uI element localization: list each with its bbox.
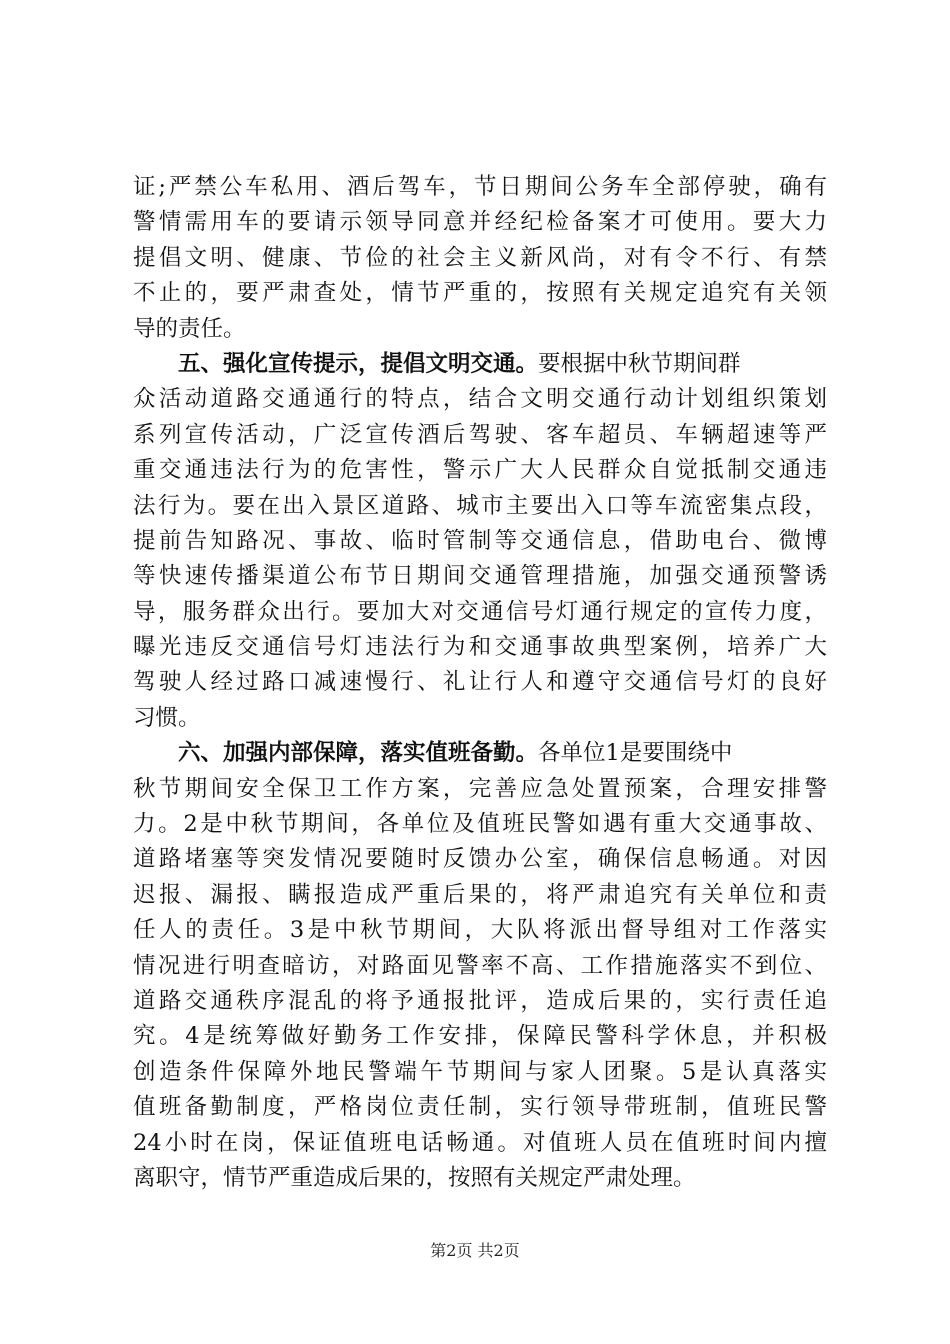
paragraph-line: 导的责任。 — [133, 315, 246, 342]
paragraph-line: 创造条件保障外地民警端午节期间与家人团聚。5是认真落实 — [133, 1058, 827, 1085]
section-5-heading: 五、强化宣传提示，提倡文明交通。 — [178, 350, 539, 377]
section-5-first-line — [133, 347, 827, 382]
paragraph-line: 道路交通秩序混乱的将予通报批评，造成后果的，实行责任追 — [133, 987, 827, 1014]
paragraph-line: 力。2是中秋节期间，各单位及值班民警如遇有重大交通事故、 — [133, 811, 827, 838]
paragraph-line: 曝光违反交通信号灯违法行为和交通事故典型案例，培养广大 — [133, 634, 827, 661]
paragraph-line: 众活动道路交通通行的特点，结合文明交通行动计划组织策划 — [133, 386, 827, 413]
paragraph-line: 提前告知路况、事故、临时管制等交通信息，借助电台、微博 — [133, 527, 827, 554]
section-6-first-line — [133, 736, 827, 771]
paragraph-line: 习惯。 — [133, 704, 201, 731]
paragraph-line: 秋节期间安全保卫工作方案，完善应急处置预案，合理安排警 — [133, 775, 827, 802]
paragraph-line: 道路堵塞等突发情况要随时反馈办公室，确保信息畅通。对因 — [133, 846, 827, 873]
paragraph-line: 任人的责任。3是中秋节期间，大队将派出督导组对工作落实 — [133, 917, 827, 944]
section-6-text: 各单位1是要围绕中 — [538, 740, 733, 767]
paragraph-line: 证;严禁公车私用、酒后驾车，节日期间公务车全部停驶，确有 — [133, 174, 827, 200]
paragraph-line: 法行为。要在出入景区道路、城市主要出入口等车流密集点段， — [133, 492, 827, 519]
paragraph-line: 警情需用车的要请示领导同意并经纪检备案才可使用。要大力 — [133, 209, 827, 236]
paragraph-line: 驾驶人经过路口减速慢行、礼让行人和遵守交通信号灯的良好 — [133, 669, 827, 696]
paragraph-line: 等快速传播渠道公布节日期间交通管理措施，加强交通预警诱 — [133, 563, 827, 590]
paragraph-line: 导，服务群众出行。要加大对交通信号灯通行规定的宣传力度， — [133, 598, 827, 625]
paragraph-line: 迟报、漏报、瞒报造成严重后果的，将严肃追究有关单位和责 — [133, 881, 827, 908]
document-body — [133, 170, 827, 1196]
paragraph-line: 值班备勤制度，严格岗位责任制，实行领导带班制，值班民警 — [133, 1094, 827, 1121]
paragraph-line: 究。4是统筹做好勤务工作安排，保障民警科学休息，并积极 — [133, 1023, 827, 1050]
paragraph-line: 离职守，情节严重造成后果的，按照有关规定严肃处理。 — [133, 1164, 696, 1191]
paragraph-line: 提倡文明、健康、节俭的社会主义新风尚，对有令不行、有禁 — [133, 244, 827, 271]
paragraph-line: 不止的，要严肃查处，情节严重的，按照有关规定追究有关领 — [133, 280, 827, 307]
section-6-heading: 六、加强内部保障，落实值班备勤。 — [178, 740, 539, 767]
paragraph-line: 24小时在岗，保证值班电话畅通。对值班人员在值班时间内擅 — [133, 1129, 827, 1156]
paragraph-line: 情况进行明查暗访，对路面见警率不高、工作措施落实不到位、 — [133, 952, 827, 979]
section-5-text: 要根据中秋节期间群 — [538, 350, 741, 377]
paragraph-line: 重交通违法行为的危害性，警示广大人民群众自觉抵制交通违 — [133, 457, 827, 484]
paragraph-line: 系列宣传活动，广泛宣传酒后驾驶、客车超员、车辆超速等严 — [133, 421, 827, 448]
page-footer — [0, 1240, 950, 1262]
page-number-label: 第2页 共2页 — [430, 1241, 520, 1260]
